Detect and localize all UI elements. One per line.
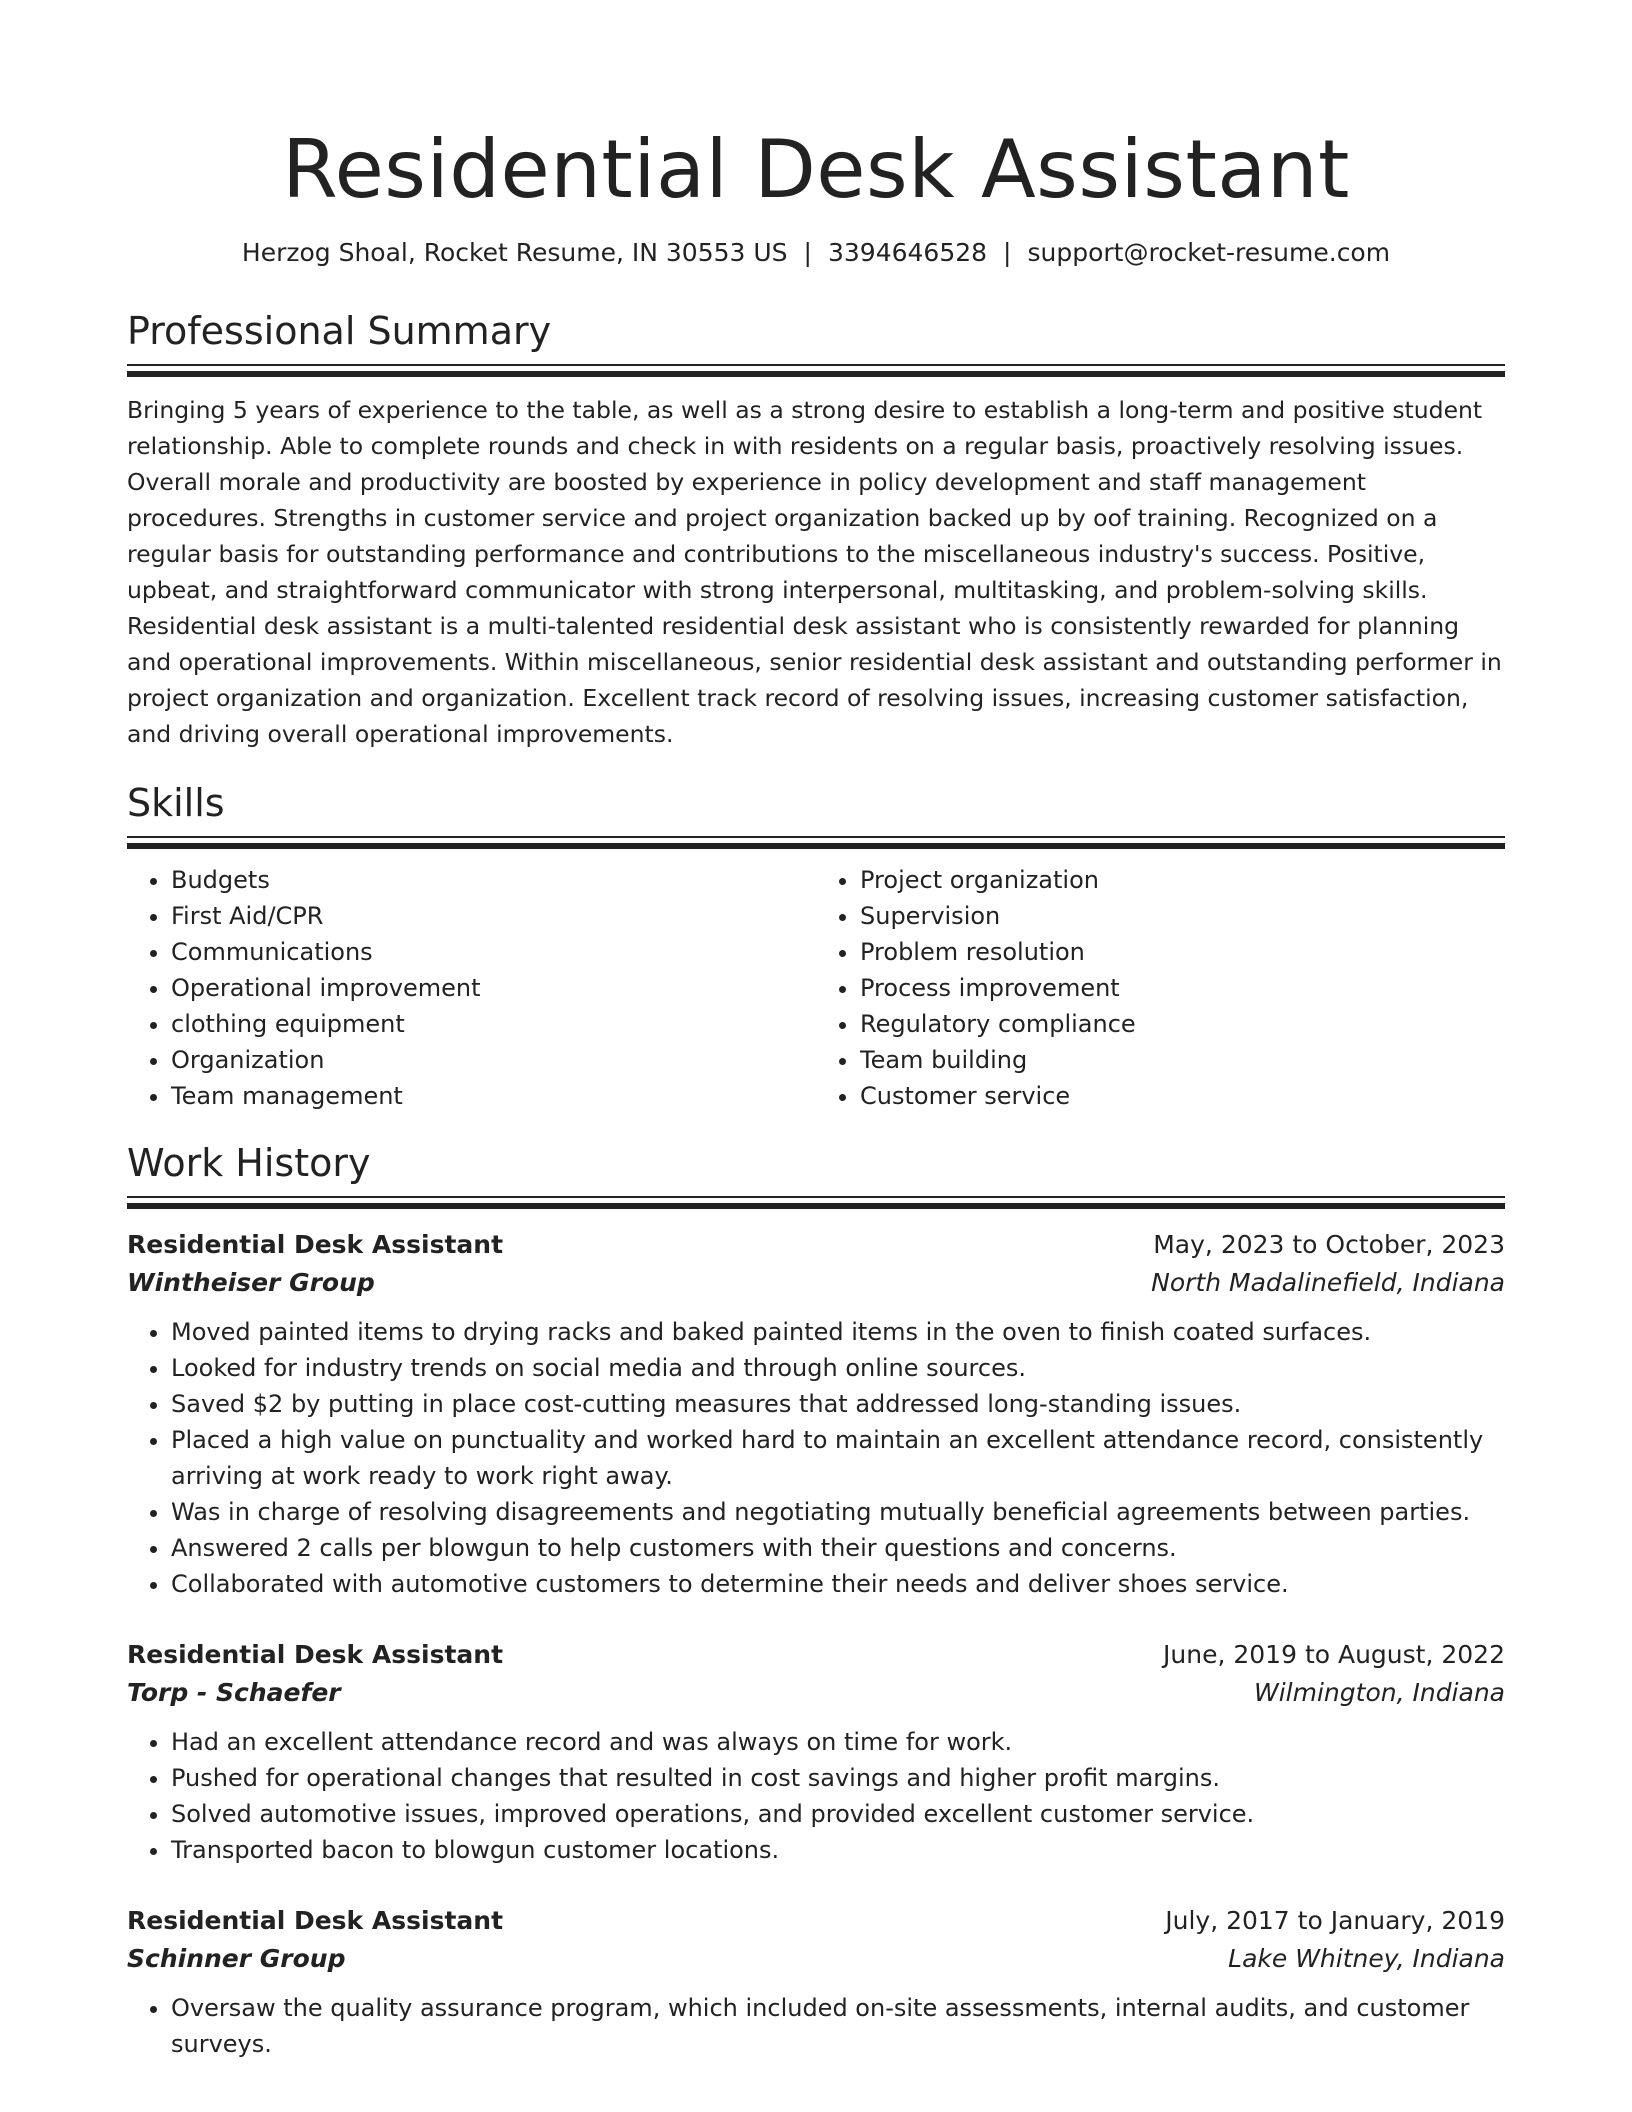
job-subheader [127, 1674, 1505, 1712]
contact-phone: 3394646528 [827, 238, 988, 267]
job-company: Schinner Group [127, 1944, 346, 1973]
contact-address: Herzog Shoal, Rocket Resume, IN 30553 US [241, 238, 788, 267]
job-company: Torp - Schaefer [127, 1678, 341, 1707]
summary-section [127, 308, 1505, 752]
skills-section [127, 780, 1505, 1114]
job-bullet: • Moved painted items to drying racks and baked painted items in the oven to finish coated surfaces. [171, 1314, 1505, 1350]
section-divider [127, 1196, 1505, 1210]
skill-item: • Customer service [860, 1078, 1505, 1114]
job-subheader [127, 1940, 1505, 1978]
job-header [127, 1226, 1505, 1264]
skill-item: • Operational improvement [171, 970, 816, 1006]
skill-item: • Budgets [171, 862, 816, 898]
resume-page [127, 0, 1505, 2062]
skill-item: • Project organization [860, 862, 1505, 898]
work-history-section [127, 1140, 1505, 2062]
job-bullet: • Answered 2 calls per blowgun to help customers with their questions and concerns. [171, 1530, 1505, 1566]
job-bullet: • Transported bacon to blowgun customer locations. [171, 1832, 1505, 1868]
job-location: North Madalinefield, Indiana [1151, 1268, 1505, 1297]
job-location: Wilmington, Indiana [1254, 1678, 1505, 1707]
job-company: Wintheiser Group [127, 1268, 375, 1297]
section-divider [127, 836, 1505, 850]
job-entry [127, 1636, 1505, 1868]
job-title: Residential Desk Assistant [127, 1906, 504, 1935]
job-bullet-list [127, 1314, 1505, 1602]
section-heading-summary: Professional Summary [127, 309, 552, 353]
skill-item: • Problem resolution [860, 934, 1505, 970]
job-title: Residential Desk Assistant [127, 1230, 504, 1259]
job-bullet: • Solved automotive issues, improved operations, and provided excellent customer service. [171, 1796, 1505, 1832]
job-entry [127, 1902, 1505, 2062]
skills-list-left [127, 862, 816, 1114]
skill-item: • Team management [171, 1078, 816, 1114]
contact-separator: | [1003, 238, 1012, 267]
job-subheader [127, 1264, 1505, 1302]
job-bullet-list [127, 1990, 1505, 2062]
contact-line [127, 236, 1505, 270]
job-dates: July, 2017 to January, 2019 [1165, 1906, 1505, 1935]
job-location: Lake Whitney, Indiana [1228, 1944, 1505, 1973]
skill-item: • clothing equipment [171, 1006, 816, 1042]
skill-item: • Communications [171, 934, 816, 970]
job-title: Residential Desk Assistant [127, 1640, 504, 1669]
contact-separator: | [803, 238, 812, 267]
section-heading-work-history: Work History [127, 1141, 371, 1185]
job-bullet: • Placed a high value on punctuality and worked hard to maintain an excellent attendance record, consistently arriving at work ready to work right away. [171, 1422, 1505, 1494]
job-header [127, 1902, 1505, 1940]
summary-text: Bringing 5 years of experience to the table, as well as a strong desire to establish a long-term and positive student relationship. Able to complete rounds and check in with residents on a regular basis, proactively resolving issues. Overall morale and productivity are boosted by experience in policy development and staff management procedures. Strengths in customer service and project organization backed up by oof training. Recognized on a regular basis for outstanding performance and contributions to the miscellaneous industry's success. Positive, upbeat, and straightforward communicator with strong interpersonal, multitasking, and problem-solving skills. Residential desk assistant is a multi-talented residential desk assistant who is consistently rewarded for planning and operational improvements. Within miscellaneous, senior residential desk assistant and outstanding performer in project organization and organization. Excellent track record of resolving issues, increasing customer satisfaction, and driving overall operational improvements. [127, 396, 1502, 748]
job-entry [127, 1226, 1505, 1602]
job-bullet-list [127, 1724, 1505, 1868]
skill-item: • Organization [171, 1042, 816, 1078]
job-bullet: • Pushed for operational changes that resulted in cost savings and higher profit margins. [171, 1760, 1505, 1796]
job-bullet: • Collaborated with automotive customers to determine their needs and deliver shoes service. [171, 1566, 1505, 1602]
job-bullet: • Saved $2 by putting in place cost-cutting measures that addressed long-standing issues. [171, 1386, 1505, 1422]
skills-columns [127, 862, 1505, 1114]
skill-item: • Supervision [860, 898, 1505, 934]
section-divider [127, 364, 1505, 378]
skills-list-right [816, 862, 1505, 1114]
skill-item: • Process improvement [860, 970, 1505, 1006]
job-bullet: • Oversaw the quality assurance program, which included on-site assessments, internal audits, and customer surveys. [171, 1990, 1505, 2062]
job-dates: May, 2023 to October, 2023 [1153, 1230, 1505, 1259]
section-heading-skills: Skills [127, 781, 225, 825]
skill-item: • First Aid/CPR [171, 898, 816, 934]
skill-item: • Team building [860, 1042, 1505, 1078]
contact-email: support@rocket-resume.com [1027, 238, 1391, 267]
skill-item: • Regulatory compliance [860, 1006, 1505, 1042]
job-bullet: • Was in charge of resolving disagreements and negotiating mutually beneficial agreements between parties. [171, 1494, 1505, 1530]
resume-title: Residential Desk Assistant [282, 123, 1350, 216]
job-bullet: • Looked for industry trends on social media and through online sources. [171, 1350, 1505, 1386]
job-header [127, 1636, 1505, 1674]
job-bullet: • Had an excellent attendance record and was always on time for work. [171, 1724, 1505, 1760]
job-dates: June, 2019 to August, 2022 [1163, 1640, 1505, 1669]
